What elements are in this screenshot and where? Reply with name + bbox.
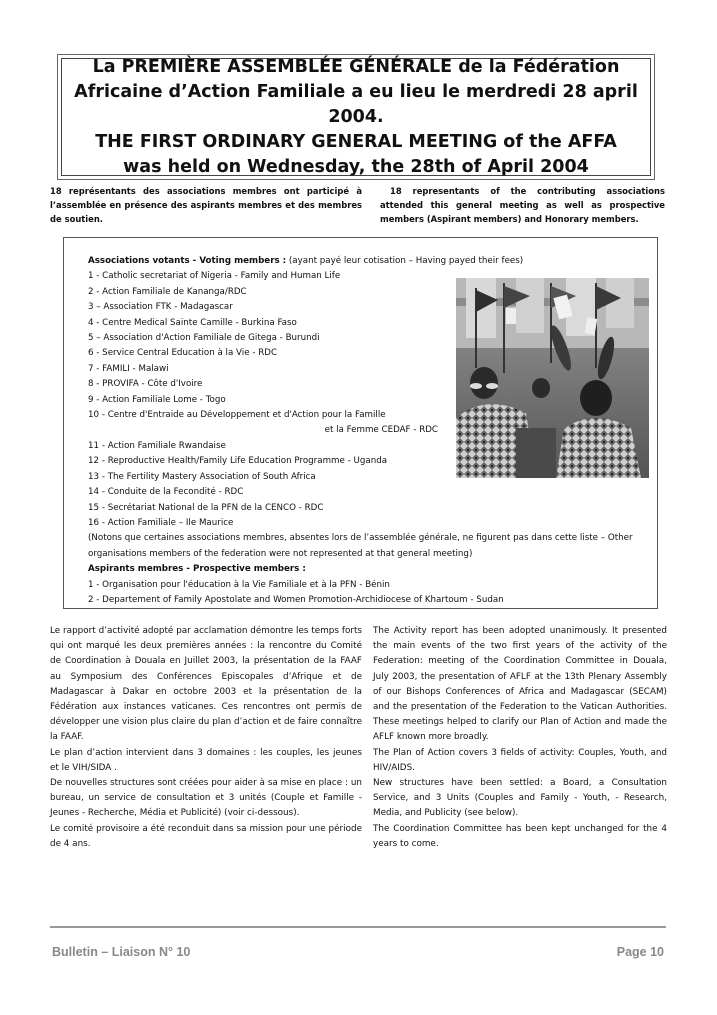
voting-member-item: 6 - Service Central Education à la Vie - RDC [88, 348, 278, 359]
assembly-voting-photo [456, 278, 649, 478]
body-paragraph: The Activity report has been adopted unanimously. It presented the main events of the two first years of the activity of the Federation: meeting of the Coordination Committee in Douala, July 2003, the presentation of AFLF at the 13th Plenary Assembly of our Bishops Conferences of Africa and Madagascar (SECAM) and the presentation of the Federation to the Vatican Authorities. These meetings helped to clarify our Plan of Action and made the AFLF known more broadly. [373, 626, 667, 743]
body-paragraph: Le comité provisoire a été reconduit dans sa mission pour une période de 4 ans. [50, 823, 362, 849]
title-line-4: was held on Wednesday, the 28th of April 2004 [123, 156, 589, 177]
voting-member-item: 15 - Secrétariat National de la PFN de la CENCO - RDC [88, 502, 324, 513]
footer-bulletin-label: Bulletin – Liaison N° 10 [52, 945, 191, 959]
voting-member-item: 1 - Catholic secretariat of Nigeria - Family and Human Life [88, 271, 341, 282]
voting-member-item: 5 – Association d'Action Familiale de Gitega - Burundi [88, 333, 320, 344]
voting-member-item: 13 - The Fertility Mastery Association of South Africa [88, 471, 316, 482]
title-line-3: THE FIRST ORDINARY GENERAL MEETING of the AFFA [95, 131, 617, 152]
voting-member-item: 14 - Conduite de la Fecondité - RDC [88, 487, 244, 498]
voting-members-heading [88, 254, 653, 269]
aspirant-members-heading: Aspirants membres - Prospective members : [88, 564, 306, 575]
aspirant-member-item: 1 - Organisation pour l'éducation à la Vie Familiale et à la PFN - Bénin [88, 579, 390, 590]
voting-member-item: 8 - PROVIFA - Côte d'Ivoire [88, 379, 203, 390]
body-english-column [373, 624, 667, 852]
voting-member-item-continued: et la Femme CEDAF - RDC [324, 425, 438, 436]
footer-divider [50, 926, 666, 928]
body-paragraph: Le plan d’action intervient dans 3 domaines : les couples, les jeunes et le VIH/SIDA . [50, 747, 362, 773]
voting-heading-label: Associations votants - Voting members : [88, 256, 287, 266]
title-line-2: Africaine d’Action Familiale a eu lieu le merdredi 28 april 2004. [74, 81, 638, 127]
voting-member-item: 4 - Centre Medical Sainte Camille - Burkina Faso [88, 317, 297, 328]
body-paragraph: De nouvelles structures sont créées pour aider à sa mise en place : un bureau, un service de consultation et 3 unités (Couple et Famille - Jeunes - Recherche, Média et Publicité) (voir ci-dessous). [50, 778, 362, 819]
intro-english: 18 representants of the contributing associations attended this general meeting as well as prospective members (Aspirant members) and Honorary members. [380, 186, 665, 224]
intro-french: 18 représentants des associations membres ont participé à l’assemblée en présence des aspirants membres et des membres de soutien. [50, 186, 362, 224]
aspirant-member-item: 2 - Departement of Family Apostolate and Women Promotion-Archidiocese of Khartoum - Sudan [88, 594, 504, 605]
voting-member-item: 2 - Action Familiale de Kananga/RDC [88, 286, 247, 297]
voting-member-item: 16 - Action Familiale – Ile Maurice [88, 517, 234, 528]
voting-member-item: 9 - Action Familiale Lome - Togo [88, 394, 226, 405]
voting-member-item: 10 - Centre d'Entraide au Développement et d'Action pour la Famille [88, 410, 386, 421]
voting-member-item: 7 - FAMILI - Malawi [88, 363, 169, 374]
body-paragraph: New structures have been settled: a Board, a Consultation Service, and 3 Units (Couples and Family - Youth, - Research, Media, and Publicity (see below). [373, 778, 667, 819]
members-note: (Notons que certaines associations membres, absentes lors de l’assemblée générale, ne figurent pas dans cette liste – Other organisations members of the federation were not represented at that general meeting) [88, 533, 633, 559]
body-paragraph: The Coordination Committee has been kept unchanged for the 4 years to come. [373, 823, 667, 849]
voting-member-item: 3 – Association FTK - Madagascar [88, 302, 233, 313]
body-paragraph: Le rapport d’activité adopté par acclamation démontre les temps forts qui ont marqué les deux premières années : la rencontre du Comité de Coordination à Douala en Juillet 2003, la présentation de la FAAF au Symposium des Conférences Episcopales d’Afrique et de Madagascar à Dakar en octobre 2003 et la présentation de la Fédération aux instances vaticanes. Ces rencontres ont permis de développer une vision plus claire du plan d’action et de faire connaître la FAAF. [50, 626, 362, 743]
voting-member-item: 11 - Action Familiale Rwandaise [88, 440, 226, 451]
assembly-voting-photo-graphic [456, 278, 649, 478]
body-paragraph: The Plan of Action covers 3 fields of activity: Couples, Youth, and HIV/AIDS. [373, 747, 667, 773]
voting-heading-note: (ayant payé leur cotisation – Having payed their fees) [286, 256, 524, 266]
title-line-1: La PREMIÈRE ASSEMBLÉE GÉNÉRALE de la Fédération [92, 56, 620, 77]
title-box [57, 54, 655, 180]
body-french-column [50, 624, 362, 852]
voting-member-item: 12 - Reproductive Health/Family Life Education Programme - Uganda [88, 456, 388, 467]
footer-page-number: Page 10 [616, 945, 664, 959]
title-inner [61, 58, 651, 176]
